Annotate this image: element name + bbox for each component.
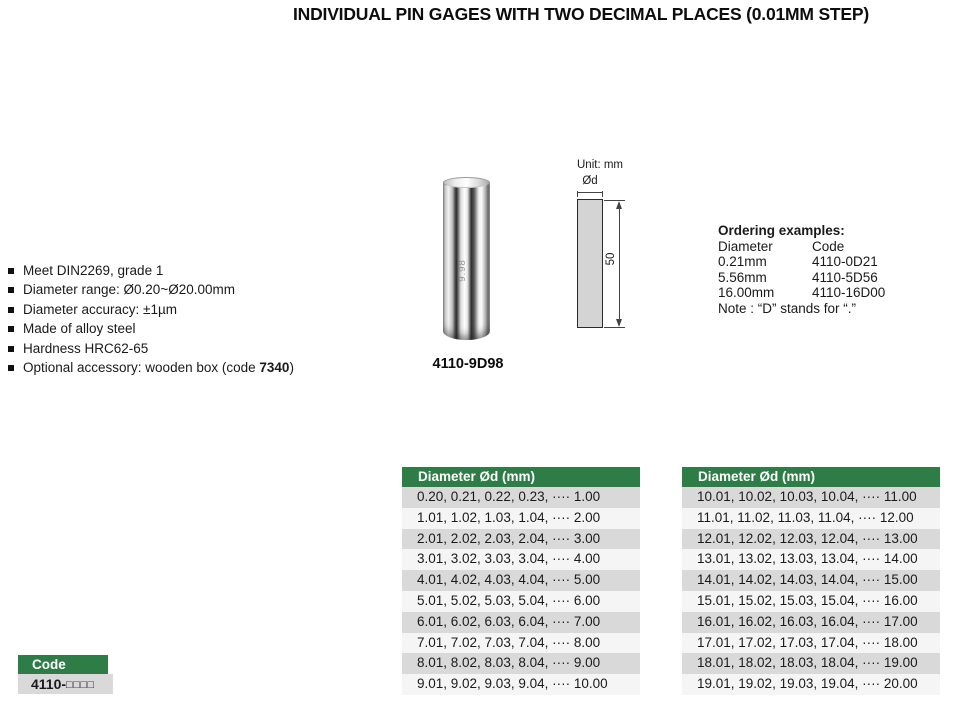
table-row: 4.01, 4.02, 4.03, 4.04, ···· 5.00 — [402, 570, 640, 591]
table-row: 18.01, 18.02, 18.03, 18.04, ···· 19.00 — [682, 653, 940, 674]
table-header: Diameter Ød (mm) — [682, 467, 940, 487]
feature-item — [8, 300, 294, 319]
table-row: 7.01, 7.02, 7.03, 7.04, ···· 8.00 — [402, 633, 640, 654]
bullet-square-icon — [8, 346, 14, 352]
table-row: 14.01, 14.02, 14.03, 14.04, ···· 15.00 — [682, 570, 940, 591]
diameter-table-right — [682, 467, 940, 695]
feature-item — [8, 358, 294, 377]
pin-top-face — [443, 177, 490, 188]
extension-line-bottom — [604, 327, 625, 328]
ordering-code: 4110-5D56 — [812, 269, 878, 285]
code-placeholder-boxes: □□□□ — [66, 679, 95, 691]
feature-text: Optional accessory: wooden box (code 7340) — [23, 360, 294, 376]
ordering-note: Note : “D” stands for “.” — [718, 300, 857, 316]
table-row: 11.01, 11.02, 11.03, 11.04, ···· 12.00 — [682, 508, 940, 529]
table-header: Diameter Ød (mm) — [402, 467, 640, 487]
pin-marking-text: 9.98 — [456, 259, 468, 282]
table-row: 16.01, 16.02, 16.03, 16.04, ···· 17.00 — [682, 612, 940, 633]
table-row: 9.01, 9.02, 9.03, 9.04, ···· 10.00 — [402, 674, 640, 695]
ordering-header-diameter: Diameter — [718, 238, 773, 254]
length-dimension-line — [619, 203, 620, 325]
table-row: 5.01, 5.02, 5.03, 5.04, ···· 6.00 — [402, 591, 640, 612]
feature-text: Diameter range: Ø0.20~Ø20.00mm — [23, 282, 235, 298]
code-prefix: 4110- — [31, 676, 67, 692]
ordering-diameter: 16.00mm — [718, 285, 775, 300]
ordering-diameter: 0.21mm — [718, 254, 767, 269]
pin-model-label: 4110-9D98 — [432, 356, 504, 372]
ordering-example-row — [718, 254, 885, 270]
table-row: 6.01, 6.02, 6.03, 6.04, ···· 7.00 — [402, 612, 640, 633]
unit-label: Unit: mm — [577, 159, 623, 171]
ordering-diameter: 5.56mm — [718, 269, 767, 285]
diameter-dimension-line — [577, 192, 603, 193]
accessory-code: 7340 — [259, 360, 290, 376]
length-dimension-label: 50 — [604, 246, 618, 272]
pin-gage-photo — [443, 177, 490, 340]
feature-item — [8, 339, 294, 358]
feature-item — [8, 280, 294, 299]
feature-text: Meet DIN2269, grade 1 — [23, 263, 164, 278]
diameter-dimension-label: Ød — [582, 175, 598, 187]
table-row: 0.20, 0.21, 0.22, 0.23, ···· 1.00 — [402, 487, 640, 508]
feature-item — [8, 261, 294, 280]
code-box-header: Code — [18, 655, 108, 674]
ordering-code: 4110-0D21 — [812, 254, 878, 269]
table-row: 3.01, 3.02, 3.03, 3.04, ···· 4.00 — [402, 549, 640, 570]
bullet-square-icon — [8, 287, 14, 293]
dimension-arrow-down-icon — [616, 319, 622, 327]
ordering-code: 4110-16D00 — [812, 285, 886, 300]
bullet-square-icon — [8, 268, 14, 274]
bullet-square-icon — [8, 307, 14, 313]
feature-text: Hardness HRC62-65 — [23, 340, 149, 356]
ordering-examples — [718, 223, 885, 316]
dimension-arrow-up-icon — [616, 201, 622, 209]
bullet-square-icon — [8, 326, 14, 332]
code-box — [18, 655, 113, 694]
bullet-square-icon — [8, 365, 14, 371]
table-row: 2.01, 2.02, 2.03, 2.04, ···· 3.00 — [402, 529, 640, 550]
pin-outline-drawing — [577, 199, 603, 328]
ordering-example-row — [718, 285, 885, 301]
ordering-example-row — [718, 270, 885, 286]
feature-list — [8, 261, 294, 377]
table-row: 1.01, 1.02, 1.03, 1.04, ···· 2.00 — [402, 508, 640, 529]
code-box-value — [18, 674, 113, 694]
table-row: 17.01, 17.02, 17.03, 17.04, ···· 18.00 — [682, 633, 940, 654]
table-row: 10.01, 10.02, 10.03, 10.04, ···· 11.00 — [682, 487, 940, 508]
feature-item — [8, 319, 294, 338]
diameter-table-left — [402, 467, 640, 695]
table-row: 13.01, 13.02, 13.03, 13.04, ···· 14.00 — [682, 549, 940, 570]
table-row: 12.01, 12.02, 12.03, 12.04, ···· 13.00 — [682, 529, 940, 550]
feature-text: Made of alloy steel — [23, 321, 136, 337]
table-row: 19.01, 19.02, 19.03, 19.04, ···· 20.00 — [682, 674, 940, 695]
page-title: INDIVIDUAL PIN GAGES WITH TWO DECIMAL PLACES (0.01MM STEP) — [293, 4, 869, 24]
ordering-header-row — [718, 239, 885, 255]
table-row: 8.01, 8.02, 8.03, 8.04, ···· 9.00 — [402, 653, 640, 674]
feature-text: Diameter accuracy: ±1µm — [23, 301, 177, 317]
ordering-examples-title: Ordering examples: — [718, 223, 845, 238]
table-row: 15.01, 15.02, 15.03, 15.04, ···· 16.00 — [682, 591, 940, 612]
ordering-header-code: Code — [812, 238, 845, 254]
